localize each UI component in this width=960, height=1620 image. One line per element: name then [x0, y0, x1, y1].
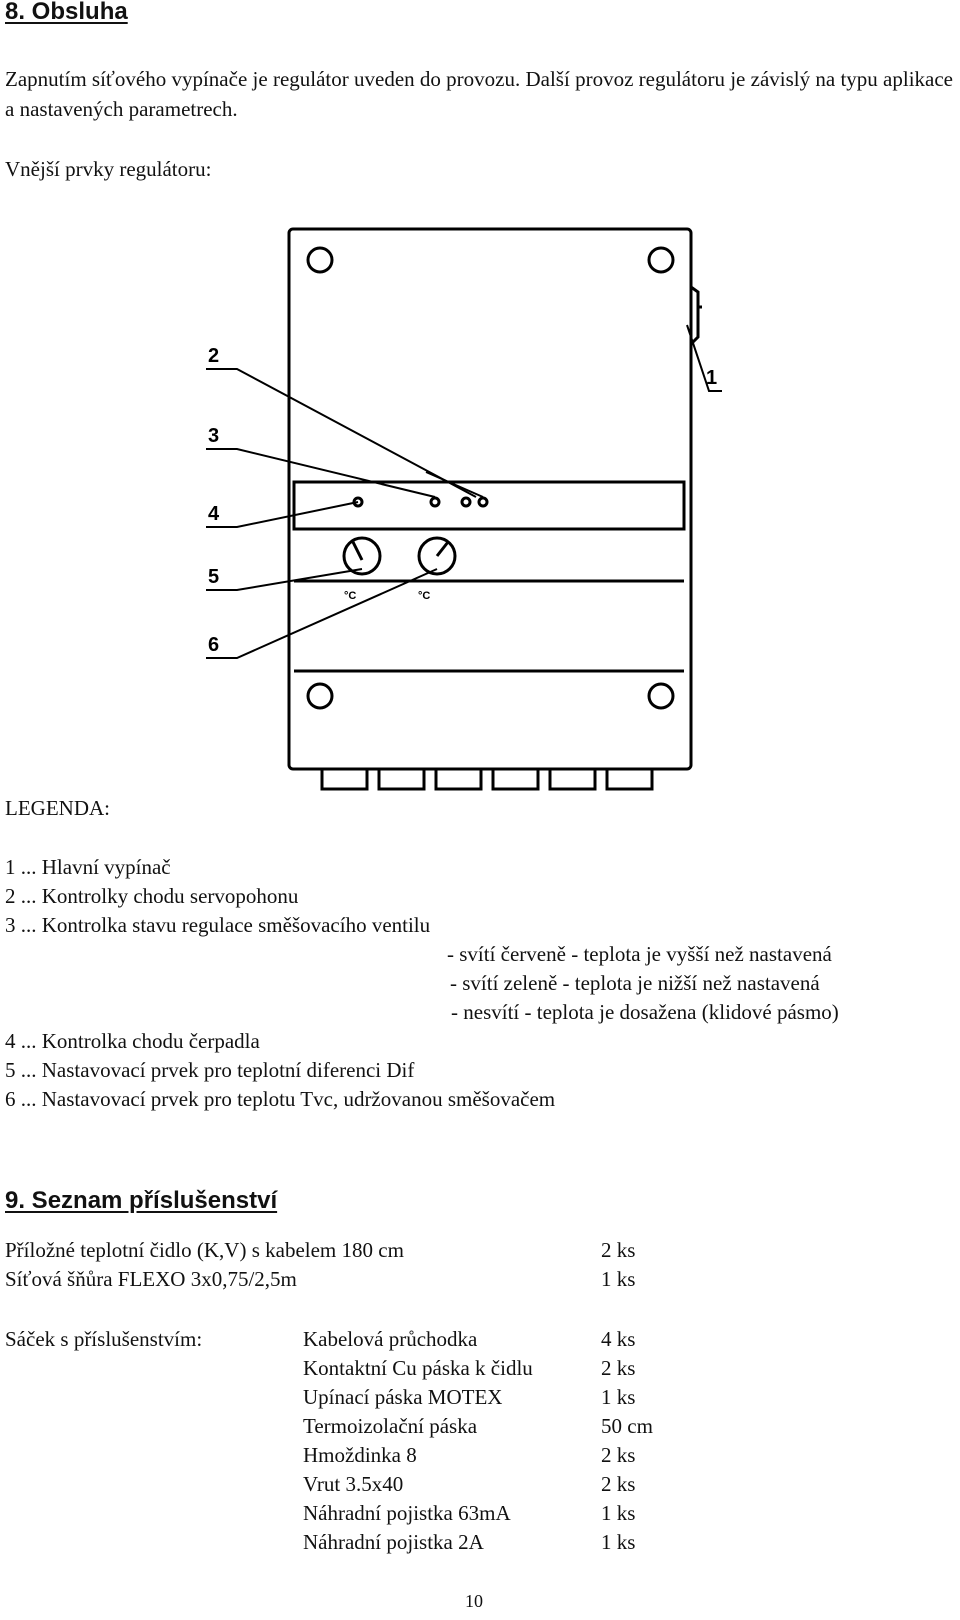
bag-item-name: Kontaktní Cu páska k čidlu	[303, 1356, 533, 1380]
intro-paragraph: Zapnutím síťového vypínače je regulátor uveden do provozu. Další provoz regulátoru je závislý na typu aplikace a nastavených parametrech.	[5, 67, 953, 121]
regulator-diagram	[186, 212, 776, 802]
bag-item-name: Kabelová průchodka	[303, 1327, 478, 1351]
terminal-block-2	[379, 769, 424, 789]
bag-item-qty: 50 cm	[601, 1414, 653, 1438]
callout-2: 2	[208, 345, 220, 367]
accessory-qty: 2 ks	[601, 1238, 636, 1262]
elements-label: Vnější prvky regulátoru:	[5, 157, 212, 181]
bag-item-name: Vrut 3.5x40	[303, 1472, 404, 1496]
bag-item-qty: 1 ks	[601, 1501, 636, 1525]
terminal-block-1	[322, 769, 367, 789]
leader-4	[206, 502, 358, 527]
legend-item-4: 4 ... Kontrolka chodu čerpadla	[5, 1029, 260, 1053]
legend-item-6: 6 ... Nastavovací prvek pro teplotu Tvc, udržovanou směšovačem	[5, 1087, 556, 1111]
bag-item-name: Termoizolační páska	[303, 1414, 478, 1438]
leader-2b	[426, 472, 483, 497]
callout-6: 6	[208, 634, 220, 656]
accessory-qty: 1 ks	[601, 1267, 636, 1291]
legend-subitem-red: - svítí červeně - teplota je vyšší než nastavená	[447, 942, 832, 966]
legend-item-2: 2 ... Kontrolky chodu servopohonu	[5, 884, 299, 908]
screw-hole-top-left	[308, 248, 332, 272]
page-number: 10	[465, 1591, 483, 1611]
terminal-block-3	[436, 769, 481, 789]
legend-item-3: 3 ... Kontrolka stavu regulace směšovacího ventilu	[5, 913, 431, 937]
terminal-block-4	[493, 769, 538, 789]
section-8-heading: 8. Obsluha	[5, 0, 128, 25]
knob-tvc-unit: °C	[418, 590, 431, 602]
indicator-panel	[294, 482, 684, 529]
bag-item-qty: 2 ks	[601, 1472, 636, 1496]
knob-dif	[344, 538, 380, 574]
accessory-name: Příložné teplotní čidlo (K,V) s kabelem 180 cm	[5, 1238, 404, 1262]
bag-item-qty: 1 ks	[601, 1530, 636, 1554]
terminal-block-5	[550, 769, 595, 789]
callout-5: 5	[208, 566, 220, 588]
screw-hole-top-right	[649, 248, 673, 272]
bag-item-name: Hmoždinka 8	[303, 1443, 417, 1467]
led-servo-2	[479, 498, 487, 506]
terminal-block-6	[607, 769, 652, 789]
bag-item-qty: 1 ks	[601, 1385, 636, 1409]
leader-2	[206, 369, 476, 497]
legend-item-1: 1 ... Hlavní vypínač	[5, 855, 171, 879]
callout-3: 3	[208, 425, 220, 447]
led-mixing-valve	[431, 498, 439, 506]
callout-1: 1	[706, 367, 718, 389]
led-servo-1	[462, 498, 470, 506]
knob-dif-unit: °C	[344, 590, 357, 602]
screw-hole-bottom-left	[308, 684, 332, 708]
legend-item-5: 5 ... Nastavovací prvek pro teplotní diferenci Dif	[5, 1058, 415, 1082]
screw-hole-bottom-right	[649, 684, 673, 708]
bag-item-qty: 2 ks	[601, 1443, 636, 1467]
legend-title: LEGENDA:	[5, 796, 110, 820]
bag-item-name: Náhradní pojistka 63mA	[303, 1501, 511, 1525]
legend-subitem-off: - nesvítí - teplota je dosažena (klidové pásmo)	[451, 1000, 839, 1024]
housing-outline	[289, 229, 691, 769]
section-9-heading: 9. Seznam příslušenství	[5, 1187, 278, 1214]
accessory-name: Síťová šňůra FLEXO 3x0,75/2,5m	[5, 1267, 297, 1291]
bag-item-qty: 2 ks	[601, 1356, 636, 1380]
bag-label: Sáček s příslušenstvím:	[5, 1327, 203, 1351]
callout-4: 4	[208, 503, 220, 525]
bag-item-name: Upínací páska MOTEX	[303, 1385, 503, 1409]
bag-item-name: Náhradní pojistka 2A	[303, 1530, 484, 1554]
bag-item-qty: 4 ks	[601, 1327, 636, 1351]
legend-subitem-green: - svítí zeleně - teplota je nižší než nastavená	[450, 971, 820, 995]
